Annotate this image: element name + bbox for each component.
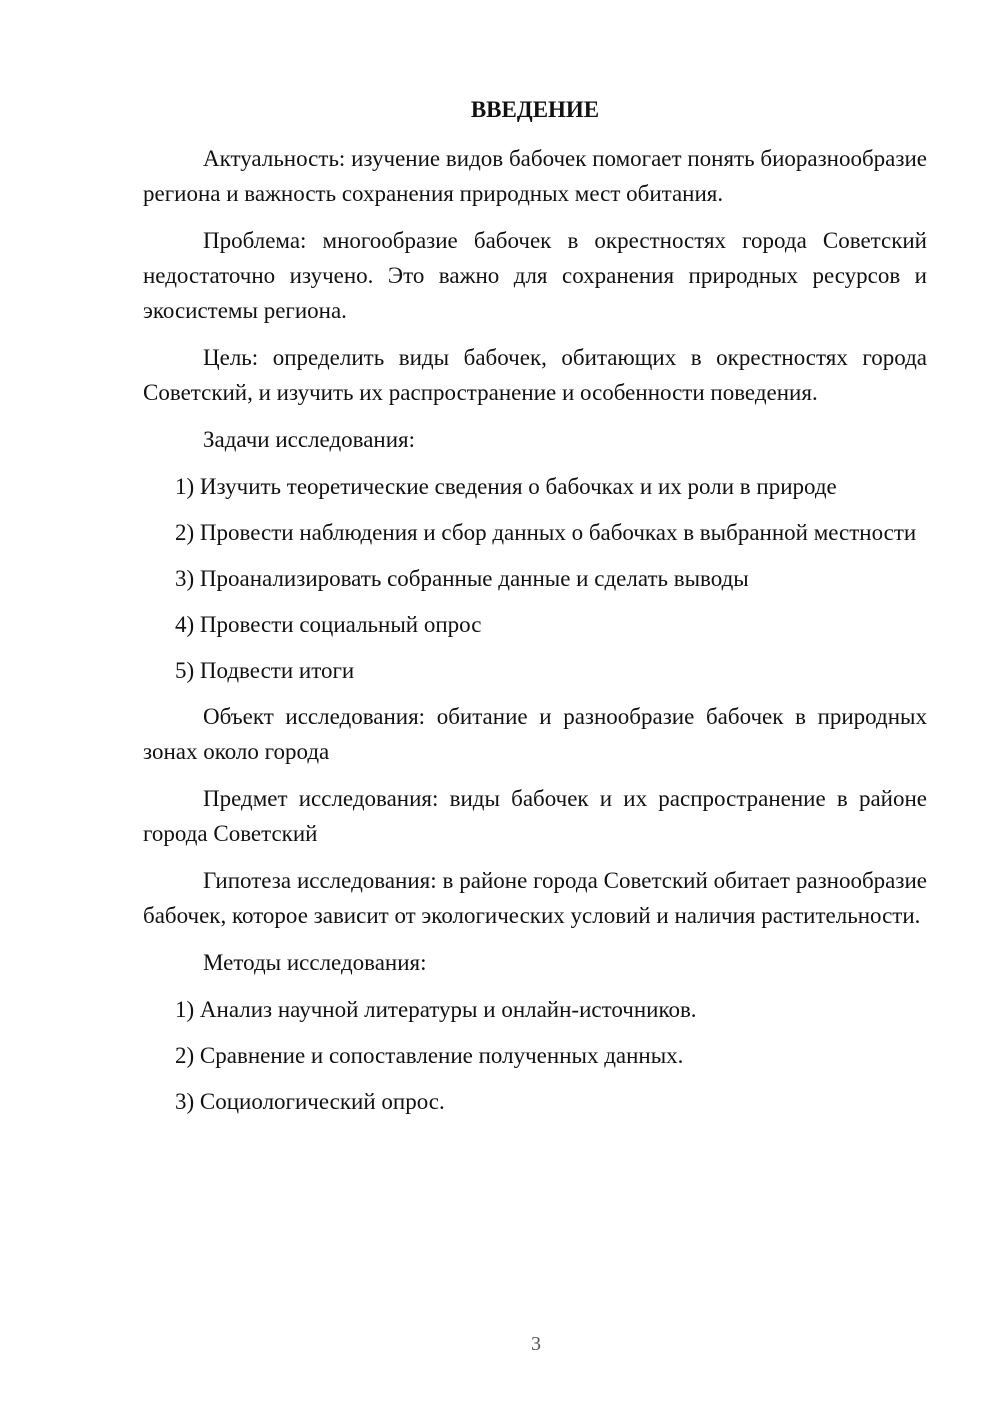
goal-paragraph: Цель: определить виды бабочек, обитающих в окрестностях города Советский, и изучить их распространение и особенности поведения. (143, 345, 927, 405)
task-item: 4) Провести социальный опрос (175, 612, 482, 637)
subject-paragraph: Предмет исследования: виды бабочек и их распространение в районе города Советский (143, 786, 927, 846)
method-item: 2) Сравнение и сопоставление полученных данных. (175, 1043, 684, 1068)
task-item: 2) Провести наблюдения и сбор данных о бабочках в выбранной местности (175, 520, 917, 545)
method-item: 1) Анализ научной литературы и онлайн-источников. (175, 997, 697, 1022)
tasks-heading: Задачи исследования: (203, 427, 416, 452)
section-title: ВВЕДЕНИЕ (470, 97, 600, 122)
task-item: 5) Подвести итоги (175, 658, 355, 683)
task-item: 1) Изучить теоретические сведения о бабочках и их роли в природе (175, 474, 837, 499)
task-item: 3) Проанализировать собранные данные и сделать выводы (175, 566, 749, 591)
page-content (143, 93, 927, 1130)
hypothesis-paragraph: Гипотеза исследования: в районе города Советский обитает разнообразие бабочек, которое зависит от экологических условий и наличия растительности. (143, 868, 927, 928)
methods-heading: Методы исследования: (203, 950, 427, 975)
problem-paragraph: Проблема: многообразие бабочек в окрестностях города Советский недостаточно изучено. Это важно для сохранения природных ресурсов и экосистемы региона. (143, 228, 927, 323)
page-number: 3 (531, 1333, 541, 1355)
relevance-paragraph: Актуальность: изучение видов бабочек помогает понять биоразнообразие региона и важность сохранения природных мест обитания. (143, 146, 927, 206)
method-item: 3) Социологический опрос. (175, 1089, 445, 1114)
object-paragraph: Объект исследования: обитание и разнообразие бабочек в природных зонах около города (143, 704, 927, 764)
